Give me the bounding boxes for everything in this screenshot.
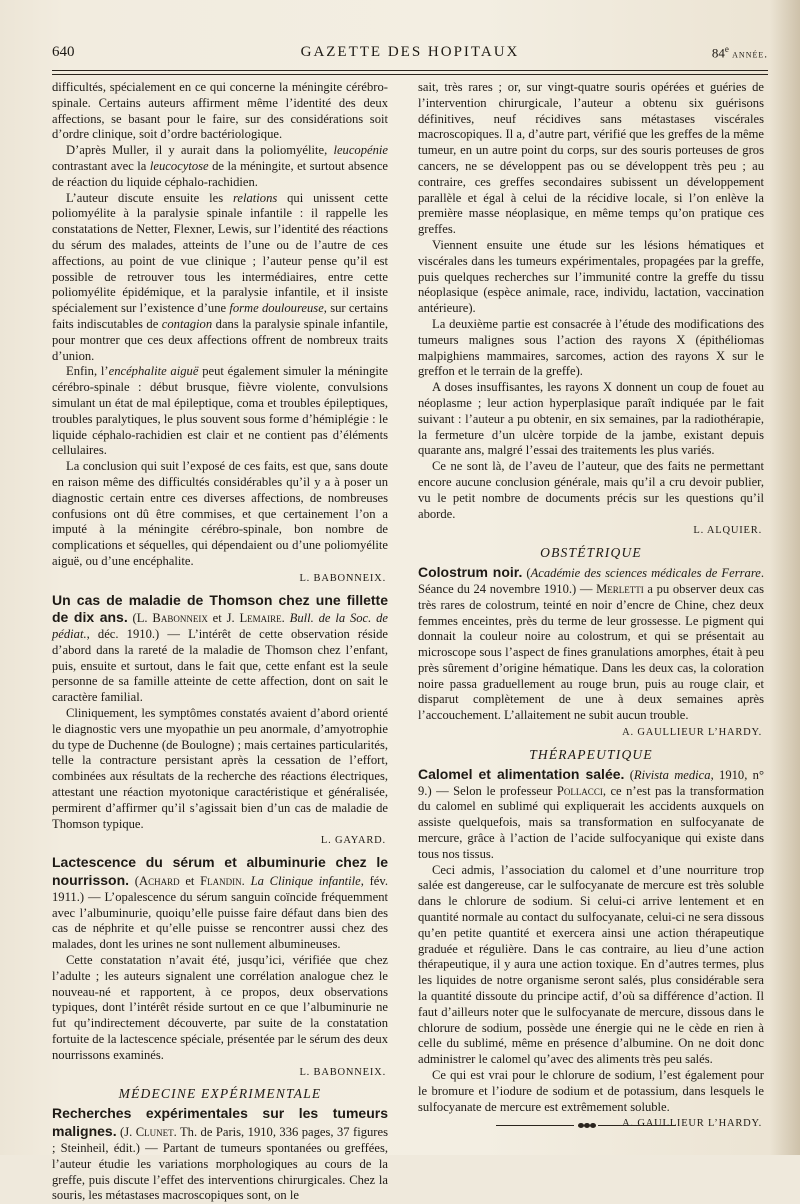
page-number: 640 xyxy=(52,44,75,60)
paragraph: La deuxième partie est consacrée à l’étude des modifications des tumeurs malignes sous l’action des rayons X (épithéliomas malpighiens mammaires, sarcomes, action des rayons X sur le greffon et le terrain de la greffe). xyxy=(418,316,764,379)
ornament-line xyxy=(598,1125,676,1126)
left-column xyxy=(52,80,388,1204)
volume-year: 84e année. xyxy=(711,44,768,61)
paragraph: A doses insuffisantes, les rayons X donnent un coup de fouet au néoplasme ; leur action hyperplasique paraît indiquée par le fait suivant : l’auteur a pu obtenir, en six semaines, par la radiothérapie, la fermeture d’un ulcère torpide de la jambe, existant depuis quarante ans, malgré l’essai des traitements les plus variés. xyxy=(418,380,764,458)
section-heading: OBSTÉTRIQUE xyxy=(540,545,642,561)
ornament-dot xyxy=(590,1123,596,1128)
author-signature: L. BABONNEIX. xyxy=(299,1066,386,1078)
author-signature: L. GAYARD. xyxy=(320,835,386,847)
paragraph: D’après Muller, il y aurait dans la poliomyélite, leucopénie contrastant avec la leucocytose de la méningite, et surtout absence de réaction du liquide céphalo-rachidien. xyxy=(52,143,388,189)
paragraph: L’auteur discute ensuite les relations qui unissent cette poliomyélite à la paralysie spinale infantile : il rappelle les constatations de Netter, Flexner, Lewis, sur l’identité des réactions du sérum des malades, atteints de l’une ou de l’autre de ces affections, au point de vue clinique ; l’auteur pense qu’il est possible de retrouver tous les intermédiaires, entre cette poliomyélite épidémique, et la paralysie infantile, et il insiste spécialement sur l’existence d’une forme douloureuse, sur certains faits indiscutables de contagion dans la paralysie spinale infantile, pour montrer que ces deux affections offrent de nombreux traits d’union. xyxy=(52,190,388,363)
author-signature: L. ALQUIER. xyxy=(693,525,762,537)
article-title: Calomel et alimentation salée. xyxy=(418,765,625,782)
section-heading: THÉRAPEUTIQUE xyxy=(529,746,653,762)
paragraph: Ceci admis, l’association du calomel et d’une nourriture trop salée est dangereuse, car le sulfocyanate de mercure est très soluble dans le chlorure de sodium. Si celui-ci arrive lentement et en quantité normale au contact du sulfocyanate, celui-ci ne sera dissous qu’en petite quantité et exercera ainsi une action thérapeutique graduée et régulière. Dans le cas contraire, au lieu d’une action thérapeutique, il y aura une action toxique. En d’autres termes, plus les liquides de notre organisme seront salés, plus considérable sera la quantité dissoute du principe actif, d’où sa différence d’action. Il faut d’ailleurs noter que le sulfocyanate de mercure, dissous dans le chlorure de sodium, possède une énergie qui ne le cède en rien à celle du sublimé, même en présence d’albumine. On ne doit donc administrer le calomel qu’avec des aliments très peu salés. xyxy=(418,862,764,1067)
journal-title: GAZETTE DES HOPITAUX xyxy=(300,44,520,60)
article-thomson: Un cas de maladie de Thomson chez une fillette de dix ans. (L. Babonneix et J. Lemaire. Bull. de la Soc. de pédiat., déc. 1910.) — L’intérêt de cette observation réside d’abord dans la rareté de la maladie de Thomson chez l’enfant, puis, ensuite et surtout, dans le fait que, cette enfant est la seule personne de sa famille atteinte de cette affection, dont on sait le caractère familial. xyxy=(52,591,388,705)
article-lactescence: Lactescence du sérum et albuminurie chez le nourrisson. (Achard et Flandin. La Clinique infantile, fév. 1911.) — L’opalescence du sérum sanguin coïncide fréquemment avec l’albuminurie, quoiqu’elle puisse faire défaut dans bien des cas de néphrite et qu’elle puisse se rencontrer aussi chez des malades, dont les urines ne sont nullement albumineuses. xyxy=(52,854,389,952)
paragraph: Cliniquement, les symptômes constatés avaient d’abord orienté le diagnostic vers une myopathie un peu anormale, d’amyotrophie du type de Duchenne (de Boulogne) ; mais certaines particularités, telle la contracture persistant après la cessation de l’effort, combinées aux résultats de la recherche des réactions électriques, attestant une réaction myotonique caractéristique et généralisée, permirent d’affirmer qu’il s’agissait bien d’un cas de maladie de Thomson typique. xyxy=(52,706,388,831)
paragraph: Enfin, l’encéphalite aiguë peut également simuler la méningite cérébro-spinale : début brusque, fièvre violente, convulsions simulant un état de mal épileptique, coma et troubles épileptiques, troubles paralytiques, le plus souvent sous forme d’hémiplégie : le liquide céphalo-rachidien est clair et ne contient pas d’éléments cellulaires. xyxy=(52,364,388,458)
header-rule xyxy=(52,70,768,71)
article-title: Lactescence du sérum et albuminurie chez le nourrisson. xyxy=(52,854,388,889)
paragraph: Ce ne sont là, de l’aveu de l’auteur, que des faits ne permettant encore aucune conclusion générale, mais qu’il a cru devoir publier, vu le petit nombre de documents précis sur les questions qu’il aborde. xyxy=(418,459,764,521)
paragraph: Ce qui est vrai pour le chlorure de sodium, l’est également pour le bromure et l’iodure de sodium et de potassium, dans lesquels le sulfocyanate de mercure est extrêmement soluble. xyxy=(418,1068,764,1114)
paragraph: Viennent ensuite une étude sur les lésions hématiques et viscérales dans les tumeurs expérimentales, propagées par la greffe, puis quelques recherches sur l’immunité contre la greffe du tissu néoplasique (espèce animale, race, individu, lactation, vaccination antérieure). xyxy=(418,237,764,316)
article-colostrum: Colostrum noir. (Académie des sciences médicales de Ferrare. Séance du 24 novembre 1910.) — Merletti a pu observer deux cas très rares de colostrum, teinté en noir d’encre de Chine, chez deux femmes enceintes, près du terme de leur grossesse. Le pigment qui donnait la couleur noire au colostrum, et qui se présentait au microscope sous l’aspect de fines granulations amorphes, était à peu près sûrement d’origine hématique. Dans les deux cas, la coloration noire passa graduellement au rouge brun, puis au rouge clair, et disparut complètement de une à deux semaines après l’accouchement. L’allaitement ne subit aucun trouble. xyxy=(418,564,764,723)
running-header xyxy=(52,44,768,66)
article-calomel: Calomel et alimentation salée. (Rivista medica, 1910, n° 9.) — Selon le professeur Pollacci, ce n’est pas la transformation du calomel en sublimé qui expliquerait les accidents auxquels on assiste quelquefois, mais sa transformation en sulfocyanate de mercure, grâce à l’action de l’acide sulfocyanique qui existe dans tous nos tissus. xyxy=(418,765,764,861)
end-ornament xyxy=(496,1123,676,1129)
author-signature: A. GAULLIEUR L’HARDY. xyxy=(622,727,762,739)
header-rule-thin xyxy=(52,74,768,75)
author-signature: A. GAULLIEUR L’HARDY. xyxy=(622,1118,762,1130)
article-title: Recherches expérimentales sur les tumeurs malignes. xyxy=(52,1105,388,1140)
article-title: Colostrum noir. xyxy=(418,564,523,581)
paragraph: La conclusion qui suit l’exposé de ces faits, est que, sans doute en raison même des difficultés considérables qu’il y a à poser un diagnostic certain entre ces diverses affections, de nombreuses confusions ont dû être commises, et que certainement l’on a imputé à la méningite cérébro-spinale, bon nombre de complications et séquelles, qui dépendaient ou d’une poliomyélite aiguë, ou d’une encéphalite. xyxy=(52,459,388,568)
paragraph: Cette constatation n’avait été, jusqu’ici, vérifiée que chez l’adulte ; les auteurs signalent une corrélation analogue chez le nouveau-né et rapportent, à ce propos, deux observations typiques, dont l’intérêt réside surtout en ce que l’albuminurie ne fut qu’indirectement découverte, par suite de la constatation fortuite de la lactescence spéciale, présentée par le sérum des deux nourrissons examinés. xyxy=(52,953,388,1062)
article-title: Un cas de maladie de Thomson chez une fillette de dix ans. xyxy=(52,591,388,626)
ornament-line xyxy=(496,1125,574,1126)
article-tumeurs: Recherches expérimentales sur les tumeurs malignes. (J. Clunet. Th. de Paris, 1910, 336 pages, 37 figures ; Steinheil, édit.) — Partant de tumeurs spontanées ou greffées, l’auteur étudie les variations morphologiques au cours de la greffe, puis discute l’effet des interventions chirurgicales. Chez la souris, les métastases macroscopiques sont, on le xyxy=(52,1105,388,1203)
author-signature: L. BABONNEIX. xyxy=(299,572,386,584)
page-edge-shadow xyxy=(770,0,800,1155)
right-column xyxy=(418,80,764,1137)
paragraph: difficultés, spécialement en ce qui concerne la méningite cérébro-spinale. Certains auteurs affirment même l’identité des deux affections, se basant pour le faire, sur des considérations soit d’ordre clinique, soit d’ordre bactériologique. xyxy=(52,80,388,142)
paragraph: sait, très rares ; or, sur vingt-quatre souris opérées et guéries de l’intervention chirurgicale, l’auteur a obtenu six guérisons définitives, neuf récidives sans métastases viscérales macroscopiques. Il a, d’autre part, vérifié que les greffes de la même tumeur, en un autre point du corps, sur des souris porteuses de gros cancers, ne se développent pas ou se développent très peu ; au contraire, ces greffes secondaires subissent un développement parallèle et égal à celui de la récidive locale, si l’on enlève la première masse néoplasique, en même temps qu’on pratique ces greffes. xyxy=(418,80,764,237)
section-heading: MÉDECINE EXPÉRIMENTALE xyxy=(118,1086,322,1102)
